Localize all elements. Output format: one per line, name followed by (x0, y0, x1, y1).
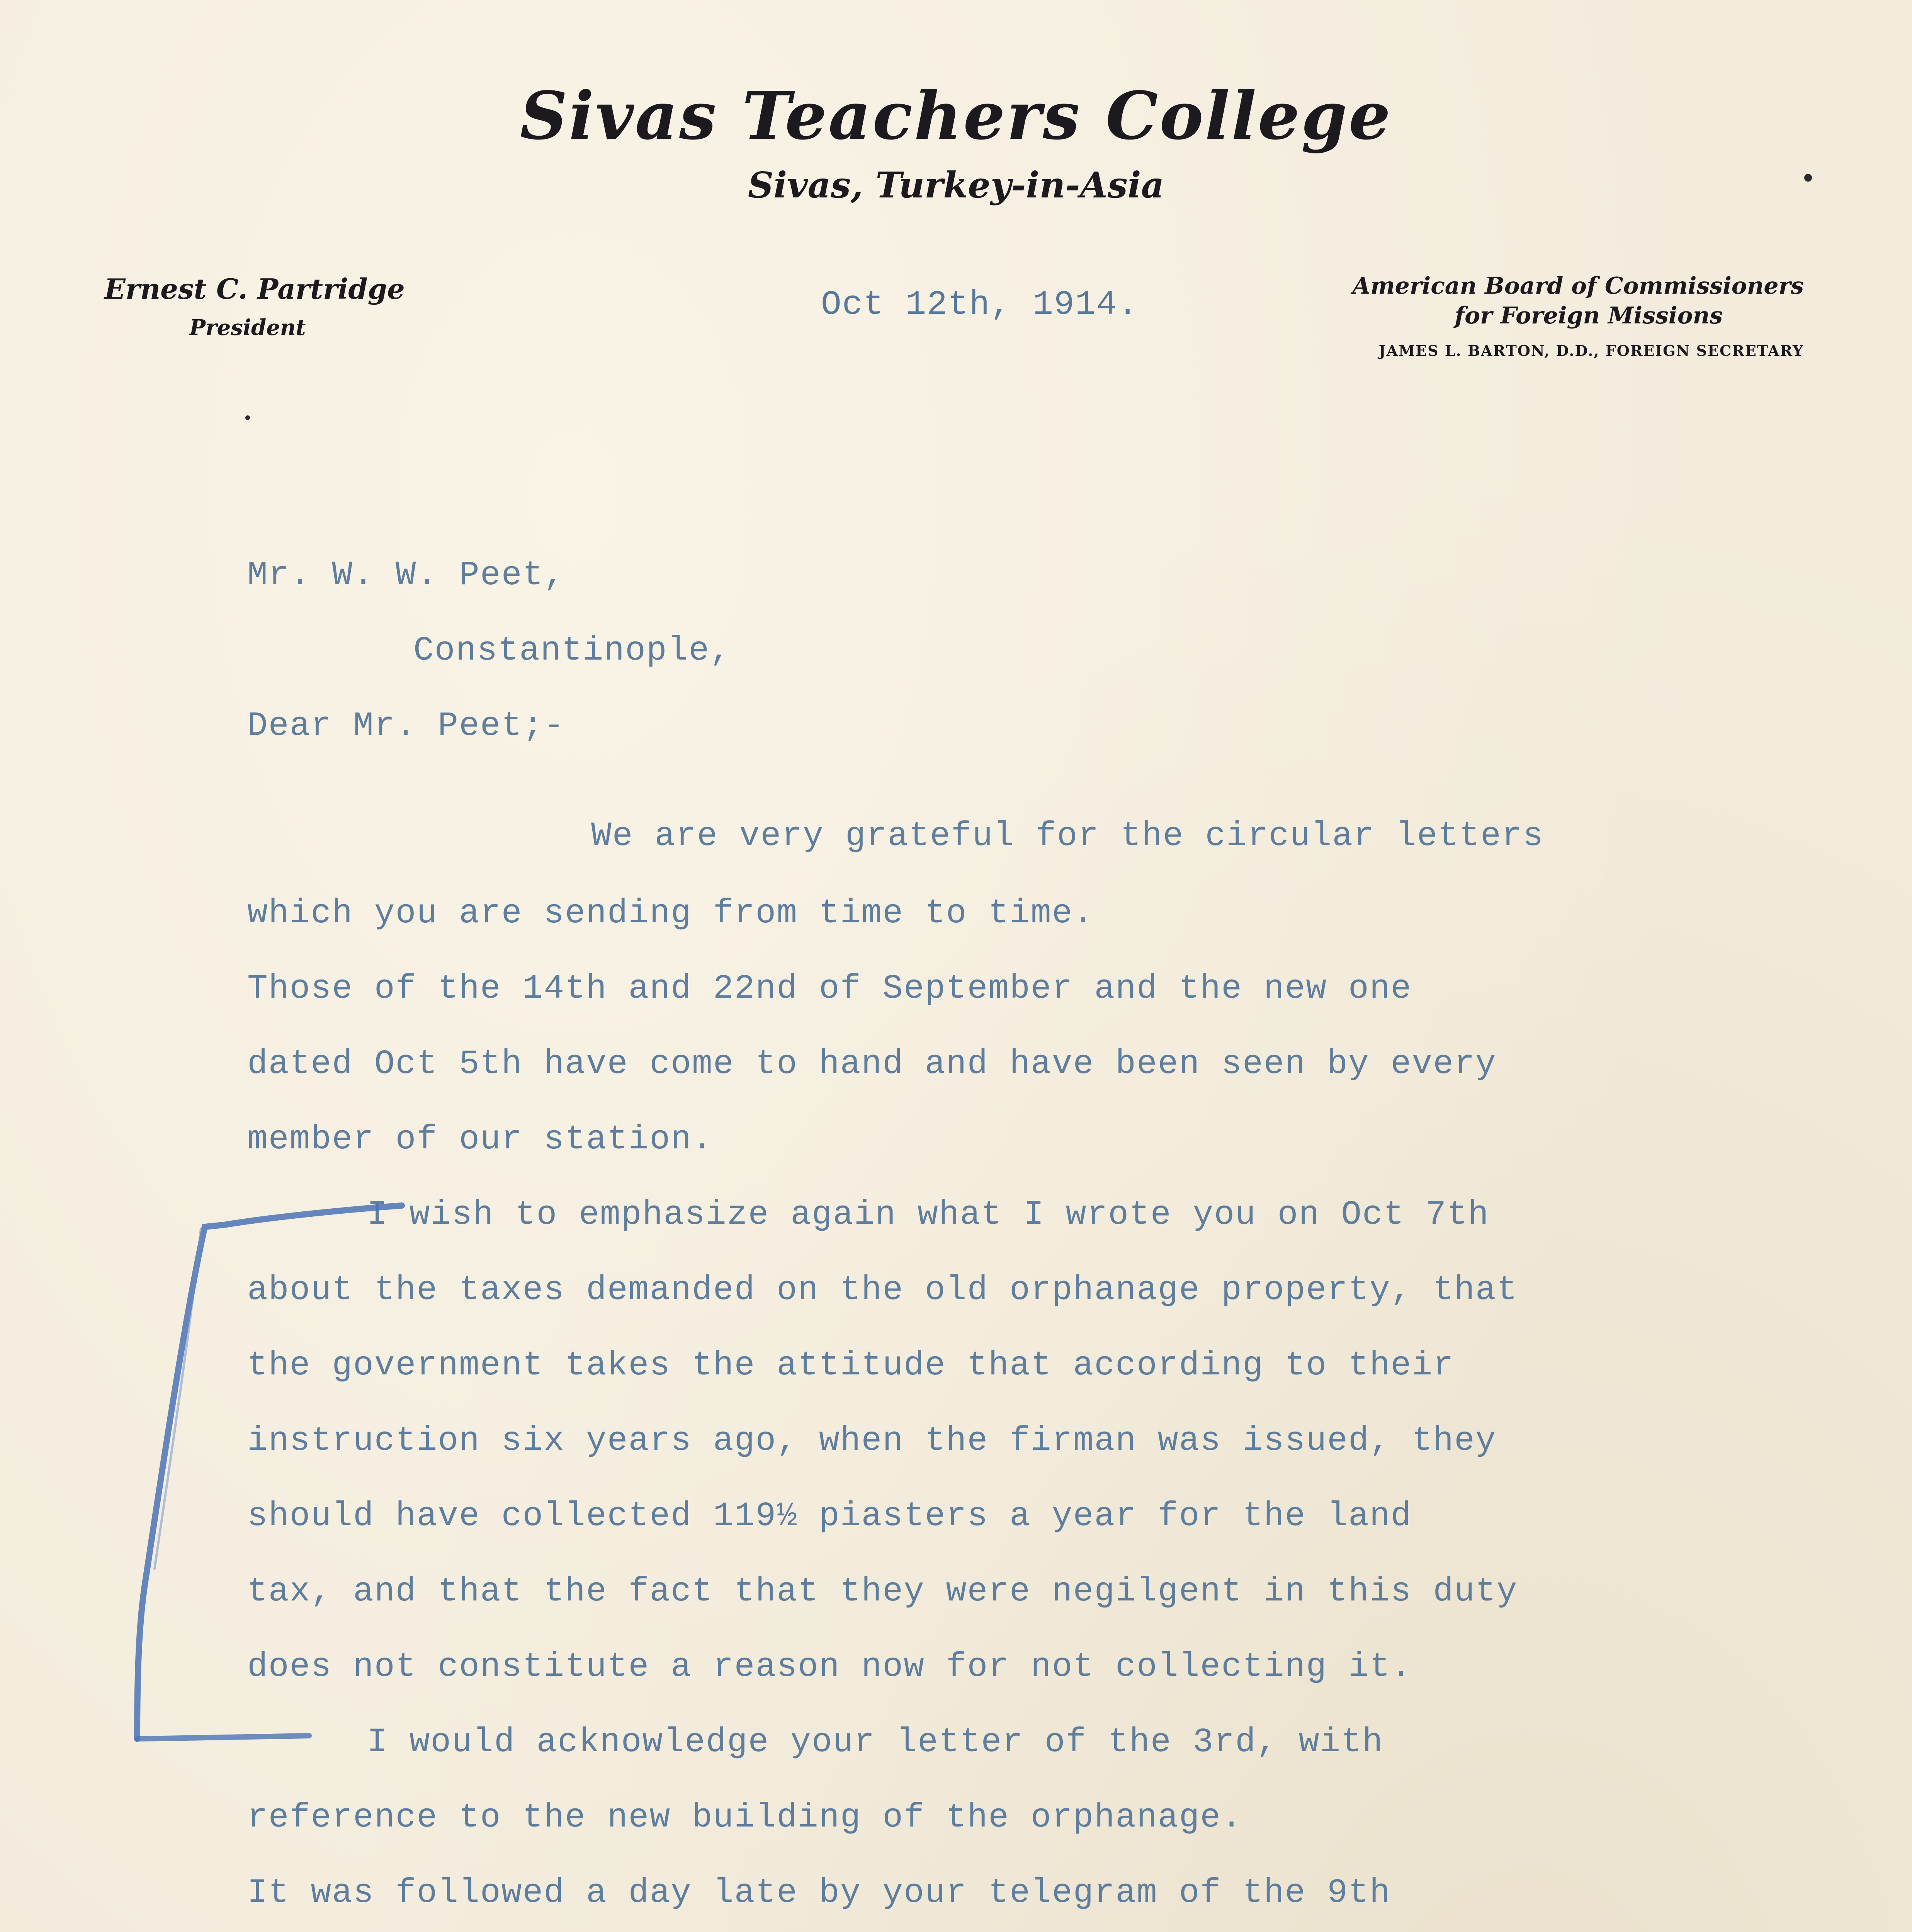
board-secretary: JAMES L. BARTON, D.D., FOREIGN SECRETARY (1378, 342, 1804, 359)
body-line: I would acknowledge your letter of the 3rd, with (367, 1723, 1383, 1762)
salutation: Dear Mr. Peet;- (247, 707, 565, 745)
body-line: Those of the 14th and 22nd of September and the new one (247, 970, 1412, 1008)
body-line: We are very grateful for the circular letters (591, 817, 1544, 855)
body-line: dated Oct 5th have come to hand and have been seen by every (247, 1045, 1497, 1083)
president-name: Ernest C. Partridge (104, 272, 405, 305)
paper-speck (245, 415, 250, 420)
president-title: President (189, 315, 306, 340)
letterhead-subtitle: Sivas, Turkey-in-Asia (748, 164, 1164, 206)
body-line: about the taxes demanded on the old orphanage property, that (247, 1271, 1518, 1310)
board-name-line1: American Board of Commissioners (1352, 272, 1804, 299)
body-line: tax, and that the fact that they were negilgent in this duty (247, 1573, 1518, 1611)
body-line: member of our station. (247, 1121, 713, 1159)
body-line: reference to the new building of the orphanage. (247, 1799, 1243, 1837)
board-name-line2: for Foreign Missions (1455, 302, 1723, 329)
body-line: the government takes the attitude that according to their (247, 1347, 1455, 1385)
body-line: instruction six years ago, when the firman was issued, they (247, 1422, 1497, 1460)
body-line: does not constitute a reason now for not collecting it. (247, 1648, 1412, 1686)
body-line: should have collected 119½ piasters a year for the land (247, 1497, 1412, 1536)
letterhead-title: Sivas Teachers College (520, 77, 1392, 155)
paper-speck (1804, 174, 1812, 182)
letter-date: Oct 12th, 1914. (821, 286, 1139, 324)
pencil-bracket-mark (116, 1198, 425, 1758)
body-line: which you are sending from time to time. (247, 895, 1095, 933)
address-city: Constantinople, (413, 632, 731, 670)
body-line: I wish to emphasize again what I wrote you on Oct 7th (367, 1196, 1489, 1234)
body-line: It was followed a day late by your telegram of the 9th (247, 1874, 1391, 1912)
addressee: Mr. W. W. Peet, (247, 556, 565, 595)
